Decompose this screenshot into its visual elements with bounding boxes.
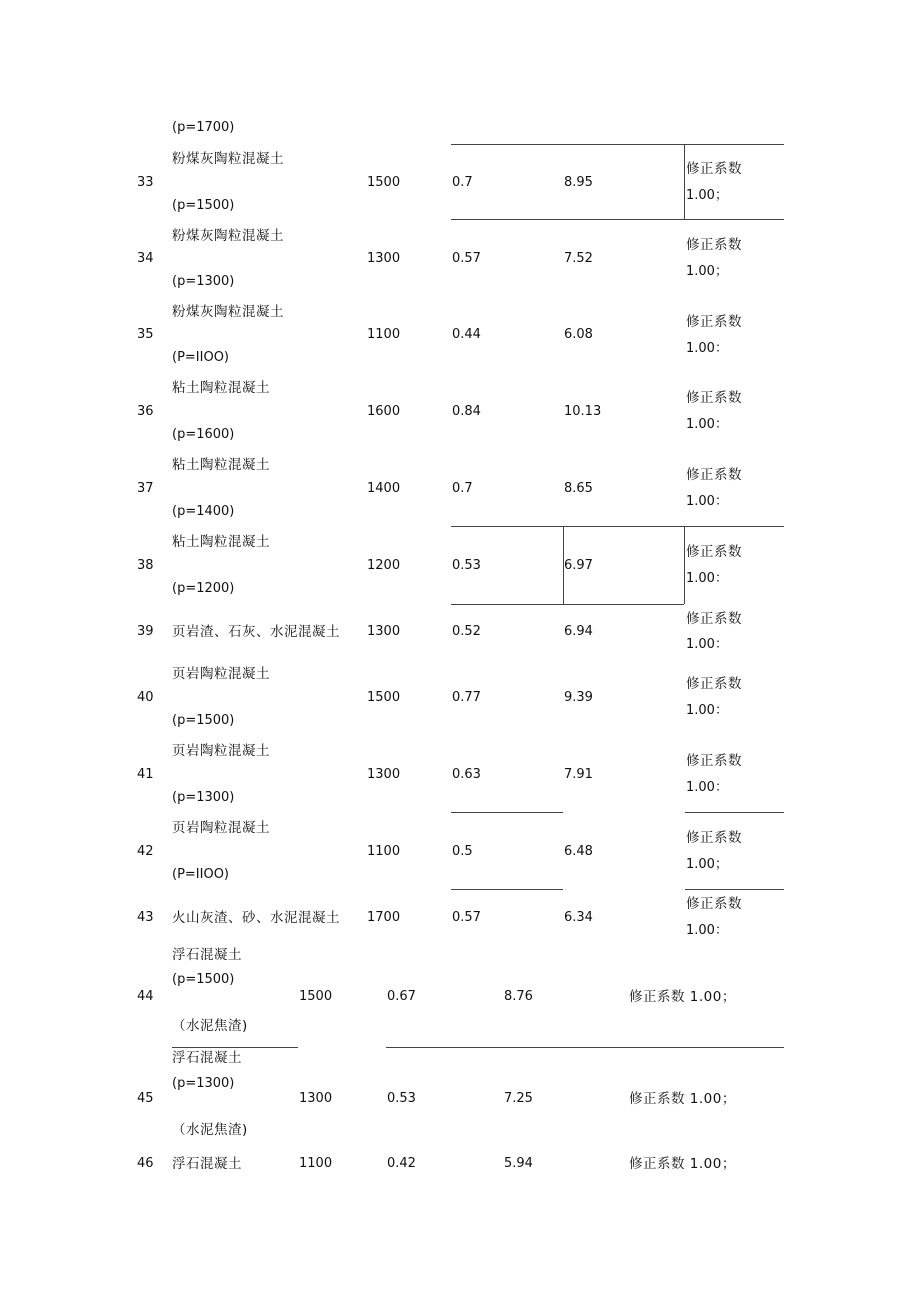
note-value: 1.00； — [686, 188, 728, 203]
conductivity-value: 0.63 — [452, 767, 481, 782]
note-label: 修正系数 — [686, 544, 742, 560]
material-name: 页岩陶粒混凝土 — [172, 666, 270, 682]
note-label: 修正系数 — [686, 830, 742, 846]
conductivity-value: 0.5 — [452, 844, 473, 859]
material-name: 页岩陶粒混凝土 — [172, 743, 270, 759]
material-name: 浮石混凝土 — [172, 1156, 242, 1172]
rule — [451, 889, 563, 890]
row-number: 40 — [137, 690, 154, 705]
material-density-spec: (p=1600) — [172, 427, 235, 442]
density-value: 1200 — [367, 558, 401, 573]
heat-storage-value: 6.34 — [564, 910, 593, 925]
conductivity-value: 0.7 — [452, 481, 473, 496]
rule — [684, 144, 685, 220]
rule — [451, 526, 784, 527]
density-value: 1300 — [299, 1091, 333, 1106]
rule — [386, 1047, 784, 1048]
density-value: 1400 — [367, 481, 401, 496]
material-density-spec: (p=1500) — [172, 713, 235, 728]
note-value: 1.00： — [686, 780, 728, 795]
heat-storage-value: 7.25 — [504, 1091, 533, 1106]
material-subtype: （水泥焦渣) — [172, 1018, 248, 1034]
material-name: 火山灰渣、砂、水泥混凝土 — [172, 910, 340, 926]
density-value: 1100 — [367, 844, 401, 859]
note-value: 1.00： — [686, 571, 728, 586]
heat-storage-value: 10.13 — [564, 404, 602, 419]
material-density-spec: (p=1200) — [172, 581, 235, 596]
conductivity-value: 0.57 — [452, 910, 481, 925]
material-subtype: （水泥焦渣) — [172, 1122, 248, 1138]
material-density-spec: (p=1300) — [172, 790, 235, 805]
density-value: 1600 — [367, 404, 401, 419]
conductivity-value: 0.52 — [452, 624, 481, 639]
material-density-spec: (p=1300) — [172, 1076, 235, 1091]
row-number: 39 — [137, 624, 154, 639]
row-number: 44 — [137, 989, 154, 1004]
material-name: 页岩渣、石灰、水泥混凝土 — [172, 624, 340, 640]
row-number: 35 — [137, 327, 154, 342]
rule — [451, 812, 563, 813]
heat-storage-value: 7.52 — [564, 251, 593, 266]
conductivity-value: 0.84 — [452, 404, 481, 419]
density-value: 1100 — [299, 1156, 333, 1171]
conductivity-value: 0.57 — [452, 251, 481, 266]
material-name: 粉煤灰陶粒混凝土 — [172, 228, 284, 244]
rule — [684, 526, 685, 604]
note-label: 修正系数 — [686, 390, 742, 406]
heat-storage-value: 6.94 — [564, 624, 593, 639]
row-number: 34 — [137, 251, 154, 266]
rule — [451, 604, 684, 605]
rule — [172, 1047, 298, 1048]
heat-storage-value: 9.39 — [564, 690, 593, 705]
note-label: 修正系数 — [686, 314, 742, 330]
heat-storage-value: 6.08 — [564, 327, 593, 342]
row-32-fragment: (p=1700) — [172, 120, 235, 135]
rule — [685, 889, 784, 890]
conductivity-value: 0.53 — [387, 1091, 416, 1106]
material-name: 粘土陶粒混凝土 — [172, 457, 270, 473]
material-name: 浮石混凝土 — [172, 947, 242, 963]
rule — [451, 219, 784, 220]
row-number: 42 — [137, 844, 154, 859]
note-label: 修正系数 — [686, 896, 742, 912]
conductivity-value: 0.44 — [452, 327, 481, 342]
row-number: 38 — [137, 558, 154, 573]
note-value: 1.00； — [686, 857, 728, 872]
heat-storage-value: 8.76 — [504, 989, 533, 1004]
heat-storage-value: 5.94 — [504, 1156, 533, 1171]
material-density-spec: (p=1400) — [172, 504, 235, 519]
material-density-spec: (P=IIOO) — [172, 867, 230, 882]
conductivity-value: 0.77 — [452, 690, 481, 705]
material-name: 浮石混凝土 — [172, 1050, 242, 1066]
material-name: 粘土陶粒混凝土 — [172, 380, 270, 396]
heat-storage-value: 8.65 — [564, 481, 593, 496]
heat-storage-value: 6.97 — [564, 558, 593, 573]
note-text: 修正系数 1.00； — [629, 989, 736, 1005]
note-value: 1.00： — [686, 494, 728, 509]
note-label: 修正系数 — [686, 237, 742, 253]
note-label: 修正系数 — [686, 467, 742, 483]
note-label: 修正系数 — [686, 161, 742, 177]
heat-storage-value: 7.91 — [564, 767, 593, 782]
rule — [685, 812, 784, 813]
conductivity-value: 0.7 — [452, 175, 473, 190]
row-number: 43 — [137, 910, 154, 925]
row-number: 41 — [137, 767, 154, 782]
conductivity-value: 0.42 — [387, 1156, 416, 1171]
row-number: 33 — [137, 175, 154, 190]
note-value: 1.00： — [686, 703, 728, 718]
density-value: 1500 — [299, 989, 333, 1004]
material-density-spec: (p=1500) — [172, 198, 235, 213]
material-name: 页岩陶粒混凝土 — [172, 820, 270, 836]
density-value: 1700 — [367, 910, 401, 925]
heat-storage-value: 6.48 — [564, 844, 593, 859]
density-value: 1100 — [367, 327, 401, 342]
material-density-spec: (p=1300) — [172, 274, 235, 289]
note-value: 1.00： — [686, 637, 728, 652]
conductivity-value: 0.67 — [387, 989, 416, 1004]
row-number: 36 — [137, 404, 154, 419]
density-value: 1300 — [367, 624, 401, 639]
material-density-spec: (p=1500) — [172, 972, 235, 987]
material-name: 粘土陶粒混凝土 — [172, 534, 270, 550]
note-text: 修正系数 1.00； — [629, 1156, 736, 1172]
density-value: 1500 — [367, 690, 401, 705]
note-value: 1.00： — [686, 923, 728, 938]
row-number: 46 — [137, 1156, 154, 1171]
rule — [451, 144, 784, 145]
note-label: 修正系数 — [686, 676, 742, 692]
density-value: 1300 — [367, 767, 401, 782]
row-number: 37 — [137, 481, 154, 496]
heat-storage-value: 8.95 — [564, 175, 593, 190]
density-value: 1300 — [367, 251, 401, 266]
note-label: 修正系数 — [686, 753, 742, 769]
note-label: 修正系数 — [686, 611, 742, 627]
density-value: 1500 — [367, 175, 401, 190]
note-value: 1.00： — [686, 417, 728, 432]
material-density-spec: (P=IIOO) — [172, 350, 230, 365]
material-name: 粉煤灰陶粒混凝土 — [172, 151, 284, 167]
note-value: 1.00； — [686, 264, 728, 279]
material-name: 粉煤灰陶粒混凝土 — [172, 304, 284, 320]
conductivity-value: 0.53 — [452, 558, 481, 573]
note-text: 修正系数 1.00； — [629, 1091, 736, 1107]
row-number: 45 — [137, 1091, 154, 1106]
note-value: 1.00： — [686, 341, 728, 356]
